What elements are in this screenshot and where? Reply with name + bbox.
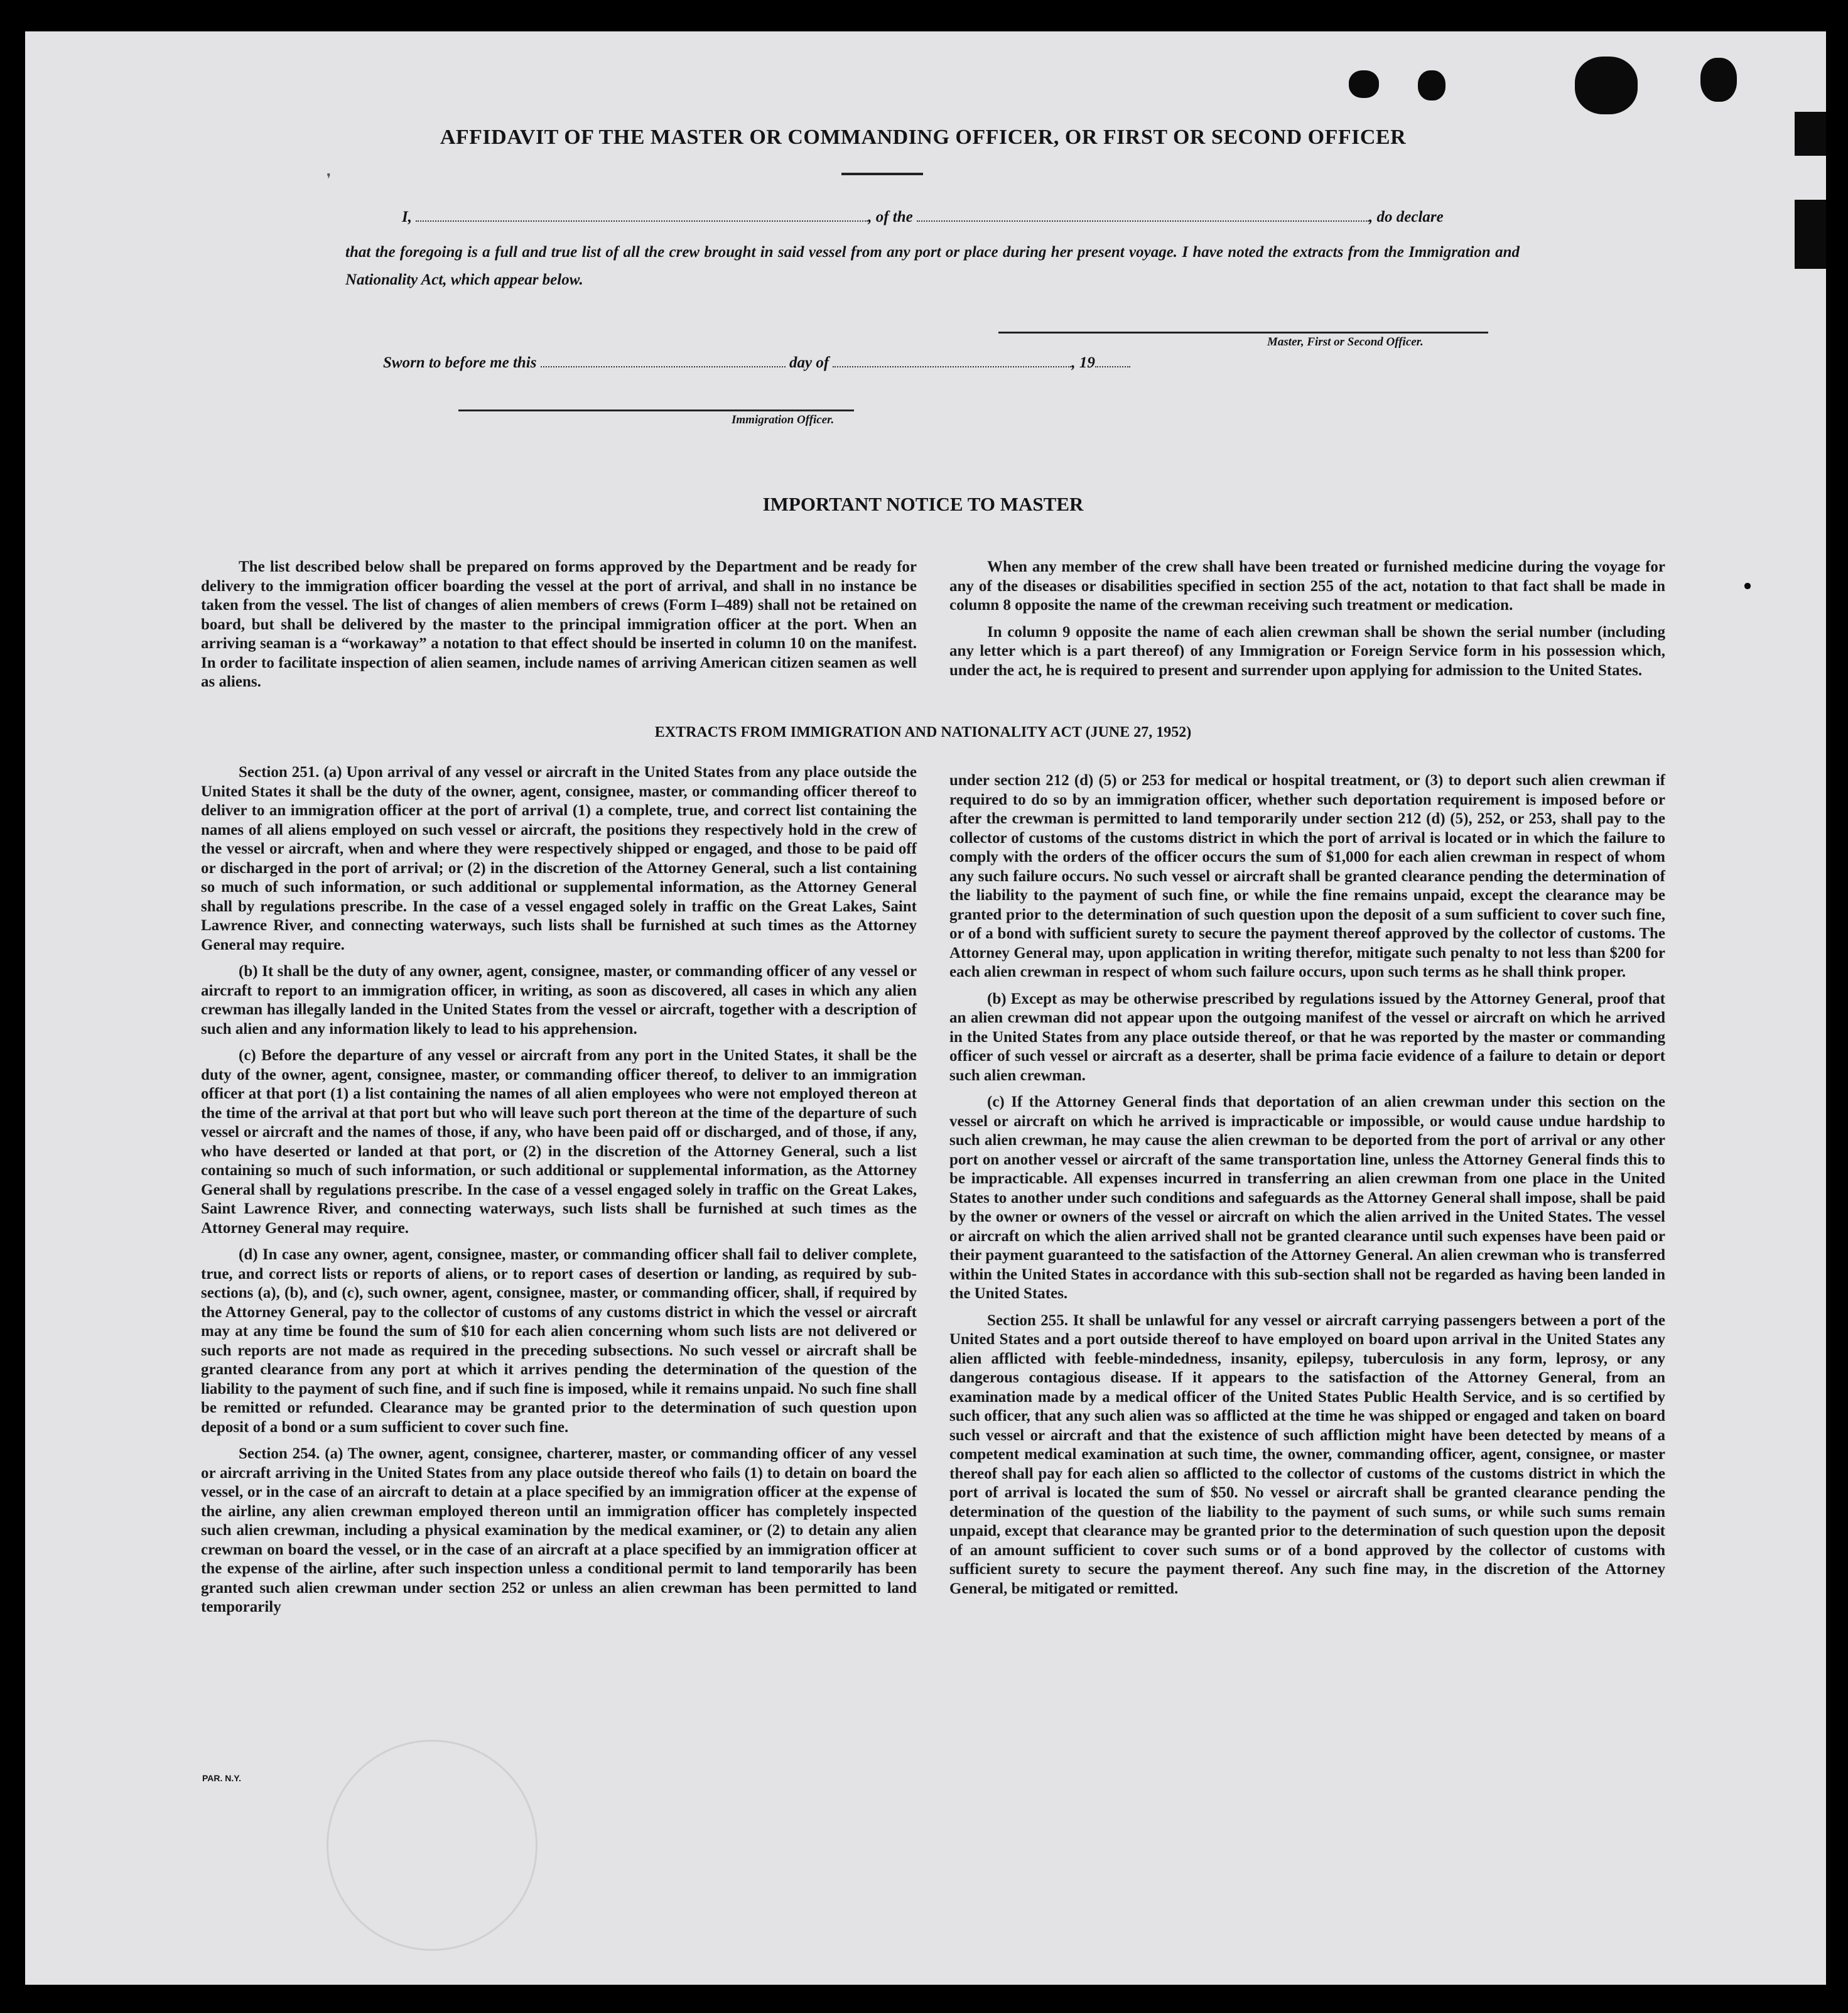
title-divider — [841, 173, 923, 175]
document-page — [25, 31, 1826, 1985]
section-254-a-continued: under section 212 (d) (5) or 253 for medical or hospital treatment, or (3) to deport such alien crewman if required to do so by an immigration officer, whether such deportation requirement is imposed before or after the crewman is permitted to land temporarily under section 212 (d) (5), 252, or 253, shall pay to the collector of customs of the customs district in which the port of arrival is located or in which the failure to comply with the orders of the officer occurs the sum of $1,000 for each alien crewman in respect of whom any such failure occurs. No such vessel or aircraft shall be granted clearance pending the determination of the liability to the payment of such fine, or while the fine remains unpaid, except the clearance may be granted prior to the determination of such question upon the deposit of a sum sufficient to cover such fine, or of a bond with sufficient surety to secure the payment thereof approved by the collector of customs. The Attorney General may, upon application in writing therefor, mitigate such penalty to not less than $200 for each alien crewman in respect of whom such failure occurs, upon such terms as he shall think proper. — [949, 772, 1665, 980]
year-label: , 19 — [1071, 354, 1095, 371]
section-251-a: Section 251. (a) Upon arrival of any vessel or aircraft in the United States from any place outside the United States it shall be the duty of the owner, agent, consignee, master, or commanding officer thereof to deliver to an immigration officer at the port of arrival (1) a complete, true, and correct list containing the names of all aliens employed on such vessel or aircraft, the positions they respectively hold in the crew of the vessel or aircraft, when and where they were respectively shipped or engaged, and those to be paid off or discharged in the port of arrival; or (2) in the discretion of the Attorney General, such a list containing so much of such information, or such additional or supplemental information, as the Attorney General shall by regulations prescribe. In the case of a vessel engaged solely in traffic on the Great Lakes, Saint Lawrence River, and connecting waterways, such lists shall be furnished at such times as the Attorney General may require. — [201, 764, 917, 953]
sworn-line — [383, 354, 1262, 372]
vessel-field[interactable] — [917, 209, 1369, 222]
name-field[interactable] — [416, 209, 868, 222]
declaration-line — [402, 209, 1520, 226]
notice-title: IMPORTANT NOTICE TO MASTER — [762, 493, 1084, 515]
extracts-right-column — [949, 771, 1665, 1606]
do-declare-label: , do declare — [1369, 209, 1444, 225]
notice-paragraph: When any member of the crew shall have been treated or furnished medicine during the voyage for any of the diseases or disabilities specified in section 255 of the act, notation to that fact shall be made in column 8 opposite the name of the crewman receiving such treatment or medication. — [949, 558, 1665, 614]
section-254-c: (c) If the Attorney General finds that deportation of an alien crewman under this section on the vessel or aircraft on which he arrived is impracticable or impossible, or would cause undue hardship to such alien crewman, he may cause the alien crewman to be deported from the port of arrival or any other port on another vessel or aircraft of the same transportation line, unless the Attorney General finds this to be impracticable. All expenses incurred in transferring an alien crewman from one place in the United States to another under such conditions and safeguards as the Attorney General shall impose, shall be paid by the owner or owners of the vessel or aircraft on which the alien arrived in the United States. The vessel or aircraft on which the alien arrived shall not be granted clearance until such expenses have been paid or their payment guaranteed to the satisfaction of the Attorney General. An alien crewman who is transferred within the United States in accordance with this sub-section shall not be regarded as having been landed in the United States. — [949, 1093, 1665, 1302]
master-signature-caption: Master, First or Second Officer. — [1267, 335, 1424, 349]
punch-hole-mark — [1575, 57, 1638, 114]
officer-signature-caption: Immigration Officer. — [732, 413, 835, 426]
punch-hole-mark — [1418, 70, 1445, 100]
notice-paragraph: In column 9 opposite the name of each alien crewman shall be shown the serial number (including any letter which is a part thereof) of any Immigration or Foreign Service form in his possession which, under the act, he is required to present and surrender upon applying for admission to the United States. — [949, 623, 1665, 679]
section-254-a: Section 254. (a) The owner, agent, consignee, charterer, master, or commanding officer of any vessel or aircraft arriving in the United States from any place outside thereof who fails (1) to detain on board the vessel, or in the case of an aircraft to detain at a place specified by an immigration officer at the expense of the airline, any alien crewman employed thereon until an immigration officer has completely inspected such alien crewman, including a physical examination by the medical examiner, or (2) to detain any alien crewman on board the vessel, or in the case of an aircraft at a place specified by an immigration officer at the expense of the airline, after such inspection unless a conditional permit to land temporarily has been granted such alien crewman under section 252 or unless an alien crewman has been permitted to land temporarily — [201, 1445, 917, 1615]
extracts-left-column — [201, 763, 917, 1625]
sworn-year-field[interactable] — [1095, 355, 1130, 367]
speck-mark — [1744, 583, 1751, 589]
section-251-b: (b) It shall be the duty of any owner, agent, consignee, master, or commanding officer of any vessel or aircraft to report to an immigration officer, in writing, as soon as discovered, all cases in which any alien crewman has illegally landed in the United States from the vessel or aircraft, together with a description of such alien and any information likely to lead to his apprehension. — [201, 963, 917, 1038]
day-of-label: day of — [789, 354, 829, 371]
declaration-text: that the foregoing is a full and true list of all the crew brought in said vessel from any port or place during her present voyage. I have noted the extracts from the Immigration and Nationality Act, which appear below. — [345, 244, 1520, 288]
sworn-label: Sworn to before me this — [383, 354, 537, 371]
section-254-b: (b) Except as may be otherwise prescribed by regulations issued by the Attorney General, proof that an alien crewman did not appear upon the outgoing manifest of the vessel or aircraft on which he arrived in the United States from any place outside thereof, or that he was reported by the master or commanding officer of such vessel or aircraft as a deserter, shall be prima facie evidence of a failure to detain or deport such alien crewman. — [949, 990, 1665, 1084]
corner-scribble-mark: ❜ — [327, 171, 332, 187]
master-signature-field[interactable] — [998, 332, 1488, 334]
section-251-c: (c) Before the departure of any vessel or aircraft from any port in the United States, it shall be the duty of the owner, agent, consignee, master, or commanding officer thereof, to deliver to an immigration officer at that port (1) a list containing the names of all alien employees who were not employed thereon at the time of the arrival at that port but who will leave such port thereon at the time of the departure of such vessel or aircraft and the names of those, if any, who have been paid off or discharged, and of those, if any, who have deserted or landed at that port, or (2) in the discretion of the Attorney General, such a list containing so much of such information, or such additional or supplemental information, as the Attorney General shall by regulations prescribe. In the case of a vessel engaged solely in traffic on the Great Lakes, Saint Lawrence River, and connecting waterways, such lists shall be furnished at such times as the Attorney General may require. — [201, 1047, 917, 1237]
binding-edge-mark — [1795, 112, 1826, 156]
of-the-label: , of the — [868, 209, 913, 225]
i-label: I, — [402, 209, 412, 225]
section-255: Section 255. It shall be unlawful for any vessel or aircraft carrying passengers between a port of the United States and a port outside thereof to have employed on board upon arrival in the United States any alien afflicted with feeble-mindedness, insanity, epilepsy, tuberculosis in any form, leprosy, or any dangerous contagious disease. If it appears to the satisfaction of the Attorney General, from an examination made by a medical officer of the United States Public Health Service, and is so certified by such officer, that any such alien was so afflicted at the time he was shipped or engaged and taken on board such vessel or aircraft and that the existence of such affliction might have been detected by means of a competent medical examination at such time, the owner, commanding officer, agent, consignee, or master thereof shall pay for each alien so afflicted to the collector of customs of the customs district in which the port of arrival is located the sum of $50. No vessel or aircraft shall be granted clearance pending the determination of the question of the liability to the payment of such sums, or while such sums remain unpaid, except that clearance may be granted prior to the determination of such question upon the deposit of an amount sufficient to cover such sums or of a bond approved by the collector of customs with sufficient surety to secure the payment thereof. Any such fine may, in the discretion of the Attorney General, be mitigated or remitted. — [949, 1311, 1665, 1597]
sworn-day-field[interactable] — [541, 355, 786, 367]
punch-hole-mark — [1349, 70, 1379, 98]
binding-edge-mark — [1795, 200, 1826, 269]
notice-right-column — [949, 558, 1665, 688]
extracts-title: EXTRACTS FROM IMMIGRATION AND NATIONALITY ACT (JUNE 27, 1952) — [654, 724, 1192, 741]
officer-signature-field[interactable] — [458, 410, 854, 411]
notice-paragraph: The list described below shall be prepared on forms approved by the Department and be ready for delivery to the immigration officer boarding the vessel at the port of arrival, and shall in no instance be taken from the vessel. The list of changes of alien members of crews (Form I–489) shall not be retained on board, but shall be delivered by the master to the principal immigration officer at the port. When an arriving seaman is a “workaway” a notation to that effect should be inserted in column 10 on the manifest. In order to facilitate inspection of alien seamen, include names of arriving American citizen seamen as well as aliens. — [201, 558, 917, 690]
notice-left-column — [201, 558, 917, 700]
section-251-d: (d) In case any owner, agent, consignee, master, or commanding officer shall fail to deliver complete, true, and correct lists or reports of aliens, or to report cases of desertion or landing, as required by sub-sections (a), (b), and (c), such owner, agent, consignee, master, or commanding officer, shall, if required by the Attorney General, pay to the collector of customs of any customs district in which the vessel or aircraft may at any time be found the sum of $10 for each alien concerning whom such lists are not delivered or such reports are not made as required in the preceding subsections. No such vessel or aircraft shall be granted clearance from any port at which it arrives pending the determination of the question of the liability to the payment of such fine, and if such fine is imposed, while it remains unpaid. No such fine shall be remitted or refunded. Clearance may be granted prior to the determination of such question upon deposit of a bond or a sum sufficient to cover such fine. — [201, 1246, 917, 1436]
faded-seal-stamp — [327, 1740, 538, 1951]
affidavit-title: AFFIDAVIT OF THE MASTER OR COMMANDING OFFICER, OR FIRST OR SECOND OFFICER — [440, 126, 1407, 149]
printer-mark: PAR. N.Y. — [202, 1773, 241, 1783]
punch-hole-mark — [1700, 58, 1737, 102]
sworn-month-field[interactable] — [833, 355, 1071, 367]
